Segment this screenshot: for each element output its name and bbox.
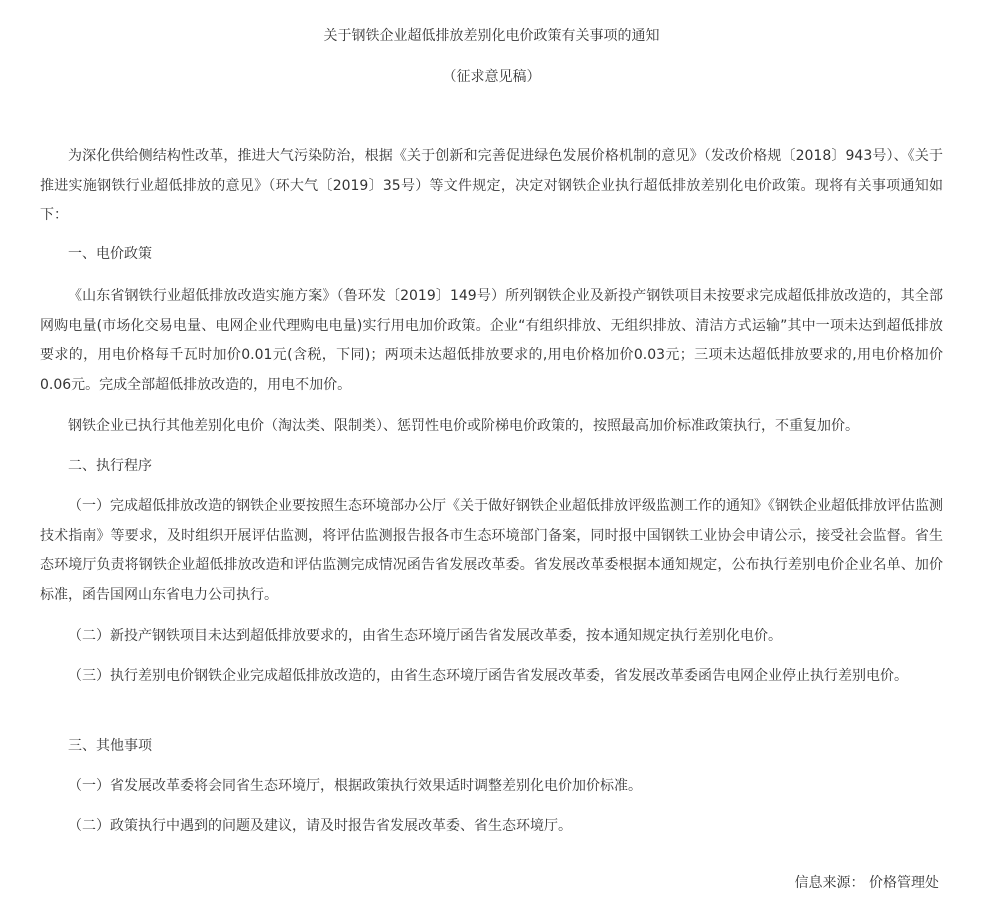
- other-item-1: （一）省发展改革委将会同省生态环境厅，根据政策执行效果适时调整差别化电价加价标准。: [68, 778, 642, 794]
- section-heading-execution-procedure: 二、执行程序: [68, 458, 152, 474]
- procedure-item-2: （二）新投产钢铁项目未达到超低排放要求的，由省生态环境厅函告省发展改革委，按本通知规定执行差别化电价。: [68, 628, 782, 644]
- section-heading-electricity-price-policy: 一、电价政策: [68, 246, 152, 262]
- intro-paragraph: 为深化供给侧结构性改革，推进大气污染防治，根据《关于创新和完善促进绿色发展价格机制的意见》（发改价格规〔2018〕943号）、《关于推进实施钢铁行业超低排放的意见》（环大气〔2019〕35号）等文件规定，决定对钢铁企业执行超低排放差别化电价政策。现将有关事项通知如下：: [40, 148, 943, 223]
- policy-paragraph-2: 钢铁企业已执行其他差别化电价（淘汰类、限制类）、惩罚性电价或阶梯电价政策的，按照最高加价标准政策执行，不重复加价。: [68, 418, 859, 434]
- document-title: 关于钢铁企业超低排放差别化电价政策有关事项的通知: [323, 28, 660, 44]
- other-item-2: （二）政策执行中遇到的问题及建议，请及时报告省发展改革委、省生态环境厅。: [68, 818, 572, 834]
- section-heading-other-matters: 三、其他事项: [68, 738, 152, 754]
- information-source: 信息来源： 价格管理处: [794, 875, 939, 891]
- procedure-item-3: （三）执行差别电价钢铁企业完成超低排放改造的，由省生态环境厅函告省发展改革委，省发展改革委函告电网企业停止执行差别电价。: [68, 668, 908, 684]
- document-subtitle: （征求意见稿）: [442, 69, 541, 85]
- procedure-item-1: （一）完成超低排放改造的钢铁企业要按照生态环境部办公厅《关于做好钢铁企业超低排放评级监测工作的通知》《钢铁企业超低排放评估监测技术指南》等要求，及时组织开展评估监测，将评估监测报告报各市生态环境部门备案，同时报中国钢铁工业协会申请公示，接受社会监督。省生态环境厅负责将钢铁企业超低排放改造和评估监测完成情况函告省发展改革委。省发展改革委根据本通知规定，公布执行差别电价企业名单、加价标准，函告国网山东省电力公司执行。: [40, 498, 943, 603]
- policy-paragraph-1: 《山东省钢铁行业超低排放改造实施方案》（鲁环发〔2019〕149号）所列钢铁企业及新投产钢铁项目未按要求完成超低排放改造的，其全部网购电量(市场化交易电量、电网企业代理购电电量)实行用电加价政策。企业“有组织排放、无组织排放、清洁方式运输”其中一项未达到超低排放要求的，用电价格每千瓦时加价0.01元(含税，下同)；两项未达超低排放要求的,用电价格加价0.03元；三项未达超低排放要求的,用电价格加价0.06元。完成全部超低排放改造的，用电不加价。: [40, 288, 943, 393]
